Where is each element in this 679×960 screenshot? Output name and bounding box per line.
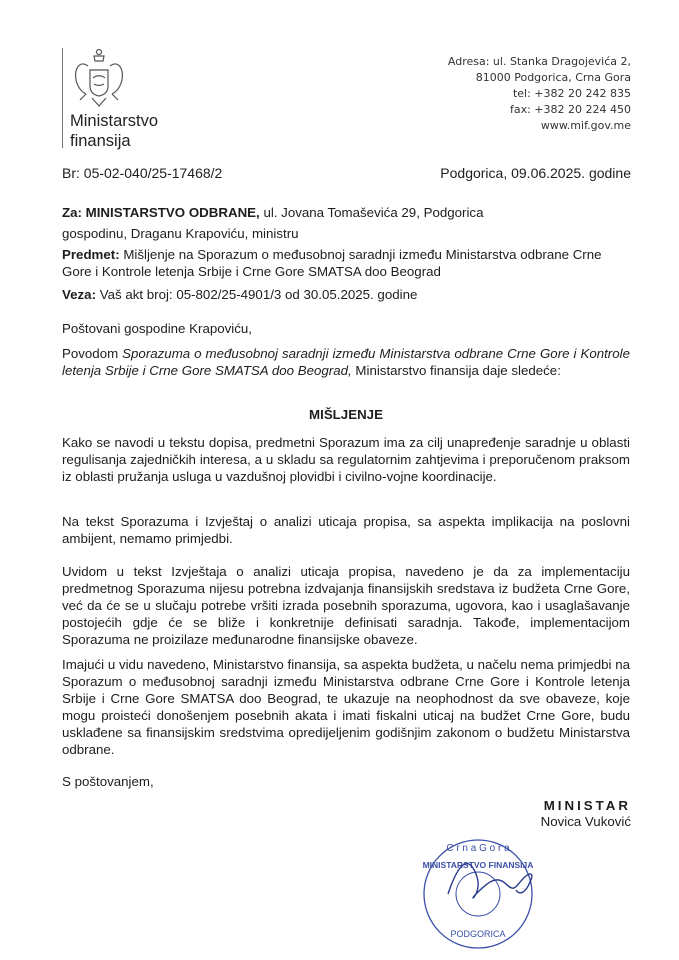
addressee: gospodinu, Draganu Krapoviću, ministru xyxy=(62,226,299,241)
intro-start: Povodom xyxy=(62,346,123,361)
address-street: Adresa: ul. Stanka Dragojevića 2, xyxy=(447,55,631,68)
intro-paragraph xyxy=(62,345,630,379)
reference-number: Br: 05-02-040/25-17468/2 xyxy=(62,165,223,181)
coat-of-arms-icon xyxy=(72,48,126,112)
salutation: Poštovani gospodine Krapoviću, xyxy=(62,321,252,336)
ministry-name xyxy=(70,111,158,151)
body-paragraph: Imajući u vidu navedeno, Ministarstvo finansija, sa aspekta budžeta, u načelu nema primjedbi na Sporazum o međusobnoj saradnji između Ministarstva odbrane Crne Gore i Kontrole letenja Srbije i Crne Gore SMATSA doo Beograd, te ukazuje na neophodnost da sve obaveze, koje mogu proisteći donošenjem posebnih akata i imati fiskalni uticaj na budžet Crne Gore, budu usklađene sa finansijskim sredstvima opredijeljenim godišnjim zakonom o budžetu Ministarstva odbrane. xyxy=(62,657,630,757)
reference-label: Veza: xyxy=(62,287,97,302)
place-date: Podgorica, 09.06.2025. godine xyxy=(440,165,631,181)
official-stamp-icon xyxy=(418,834,538,954)
recipient-org: MINISTARSTVO ODBRANE, xyxy=(85,205,260,220)
address-city: 81000 Podgorica, Crna Gora xyxy=(475,71,631,84)
svg-text:C r n a G o r a: C r n a G o r a xyxy=(446,843,510,854)
signatory-name: Novica Vuković xyxy=(540,814,631,829)
body-paragraph: Uvidom u tekst Izvještaja o analizi uticaja propisa, navedeno je da za implementaciju predmetnog Sporazuma nijesu potrebna izdvajanja finansijskih sredstava iz budžeta Crne Gore, već da će se u slučaju potrebe vršiti izrada posebnih sporazuma, ugovora, kao i usaglašavanje postojećih gdje će se bliže i konkretnije definisati saradnja. Takođe, implementacijom Sporazuma ne proizilaze međunarodne finansijske obaveze. xyxy=(62,564,630,647)
recipient-address: ul. Jovana Tomaševića 29, Podgorica xyxy=(259,205,484,220)
letterhead-divider xyxy=(62,48,63,148)
body-paragraph: Na tekst Sporazuma i Izvještaj o analizi uticaja propisa, sa aspekta implikacija na poslovni ambijent, nemamo primjedbi. xyxy=(62,514,630,546)
signatory-title: MINISTAR xyxy=(543,798,631,813)
body-paragraph: Kako se navodi u tekstu dopisa, predmetni Sporazum ima za cilj unapređenje saradnje u oblasti regulisanja zajedničkih interesa, a u skladu sa regulatornim zahtjevima i preporučenom praksom iz oblasti pružanja usluga u vazdušnoj plovidbi i civilno-vojne koordinacije. xyxy=(62,435,630,484)
svg-text:MINISTARSTVO FINANSIJA: MINISTARSTVO FINANSIJA xyxy=(422,860,534,870)
svg-text:PODGORICA: PODGORICA xyxy=(450,929,506,939)
recipient-line xyxy=(62,204,483,221)
subject-text: Mišljenje na Sporazum o međusobnoj saradnji između Ministarstva odbrane Crne Gore i Kontrole letenja Srbije i Crne Gore SMATSA doo Beograd xyxy=(62,247,602,279)
address-phone: tel: +382 20 242 835 xyxy=(512,87,631,100)
subject-label: Predmet: xyxy=(62,247,120,262)
reference-text: Vaš akt broj: 05-802/25-4901/3 od 30.05.2025. godine xyxy=(96,287,418,302)
address-website: www.mif.gov.me xyxy=(540,119,631,132)
closing: S poštovanjem, xyxy=(62,774,154,789)
subject-line xyxy=(62,246,630,280)
ministry-name-line2: finansija xyxy=(70,132,131,150)
intro-agreement-title: Sporazuma o međusobnoj saradnji između Ministarstva odbrane Crne Gore i Kontrole letenja Srbije i Crne Gore SMATSA doo Beograd, xyxy=(62,346,630,378)
ministry-name-line1: Ministarstvo xyxy=(70,112,159,130)
za-label: Za: xyxy=(62,205,82,220)
address-fax: fax: +382 20 224 450 xyxy=(509,103,631,116)
address-block xyxy=(448,54,631,134)
intro-end: Ministarstvo finansija daje sledeće: xyxy=(351,363,561,378)
opinion-heading: MIŠLJENJE xyxy=(309,407,383,422)
reference-line xyxy=(62,286,417,303)
